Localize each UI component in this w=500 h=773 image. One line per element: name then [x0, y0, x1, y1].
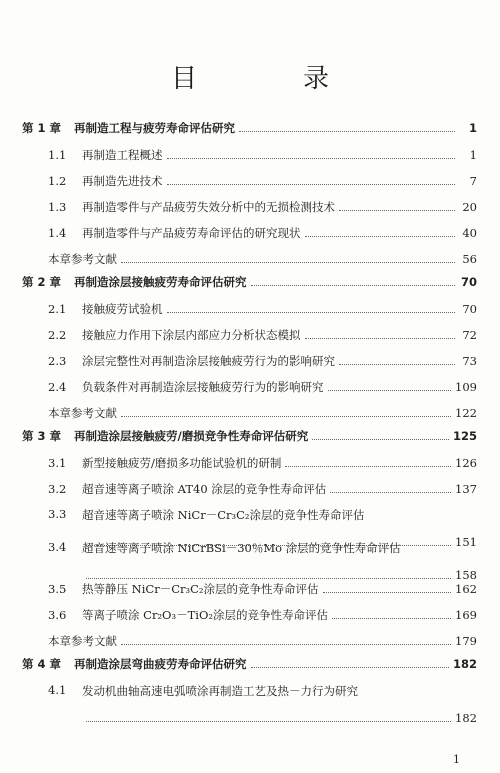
toc-entry-page: 40 [462, 226, 477, 240]
toc-entry-title: 本章参考文献 [48, 634, 117, 648]
toc-entry-section[interactable] [22, 379, 477, 395]
page-title: 目 录 [170, 64, 369, 94]
toc-entry-number: 2.3 [48, 354, 67, 368]
leader-dots [167, 311, 456, 313]
toc-entry-number: 3.6 [48, 608, 67, 622]
leader-dots [305, 235, 456, 237]
toc-entry-number: 3.4 [48, 540, 67, 554]
toc-entry-page: 122 [455, 406, 477, 420]
page-number: 1 [453, 753, 460, 766]
toc-entry-title: 涂层完整性对再制造涂层接触疲劳行为的影响研究 [82, 354, 335, 368]
leader-dots [121, 643, 451, 645]
leader-dots [323, 591, 452, 593]
leader-dots [312, 438, 449, 440]
leader-dots [285, 465, 451, 467]
toc-entry-title: 发动机曲轴高速电弧喷涂再制造工艺及热－力行为研究 [82, 684, 358, 698]
toc-entry-number: 2.4 [48, 380, 67, 394]
toc-entry-title: 再制造工程概述 [82, 148, 163, 162]
toc-entry-references[interactable] [22, 251, 477, 267]
toc-entry-chapter[interactable] [22, 428, 477, 444]
toc-entry-page: 182 [452, 657, 477, 671]
toc-entry-page: 169 [455, 608, 477, 622]
toc-entry-title: 超音速等离子喷涂 AT40 涂层的竞争性寿命评估 [82, 482, 327, 496]
toc-entry-page: 72 [462, 328, 477, 342]
toc-entry-section[interactable] [22, 327, 477, 343]
leader-dots [86, 720, 451, 722]
toc-entry-number: 3.2 [48, 482, 67, 496]
toc-entry-number: 3.1 [48, 456, 67, 470]
toc-entry-page: 1 [469, 148, 477, 162]
toc-entry-title: 再制造涂层接触疲劳寿命评估研究 [74, 275, 247, 289]
toc-entry-section[interactable] [22, 455, 477, 471]
leader-dots [251, 284, 456, 286]
toc-entry-title: 负载条件对再制造涂层接触疲劳行为的影响研究 [82, 380, 324, 394]
leader-dots [328, 389, 452, 391]
toc-entry-chapter[interactable] [22, 120, 477, 136]
toc-entry-page: 20 [462, 200, 477, 214]
leader-dots [251, 666, 449, 668]
toc-entry-title: 新型接触疲劳/磨损多功能试验机的研制 [82, 456, 282, 470]
leader-dots [339, 363, 455, 365]
toc-entry-title: 本章参考文献 [48, 252, 117, 266]
toc-entry-title: 再制造涂层弯曲疲劳寿命评估研究 [74, 657, 247, 671]
toc-entry-number: 第 4 章 [22, 657, 62, 671]
toc-entry-number: 2.1 [48, 302, 67, 316]
leader-dots [167, 183, 456, 185]
toc-entry-number: 1.1 [48, 148, 67, 162]
toc-entry-references[interactable] [22, 633, 477, 649]
toc-entry-number: 3.3 [48, 507, 67, 521]
toc-entry-section[interactable] [22, 225, 477, 241]
toc-entry-number: 第 2 章 [22, 275, 62, 289]
toc-entry-page: 158 [455, 568, 477, 582]
toc-entry-title: 再制造涂层接触疲劳/磨损竞争性寿命评估研究 [74, 429, 309, 443]
toc-entry-chapter[interactable] [22, 274, 477, 290]
toc-entry-title: 再制造零件与产品疲劳寿命评估的研究现状 [82, 226, 301, 240]
toc-entry-page: 56 [462, 252, 477, 266]
toc-entry-section[interactable] [22, 199, 477, 215]
leader-dots [121, 415, 451, 417]
leader-dots [305, 337, 456, 339]
toc-entry-number: 4.1 [48, 683, 67, 697]
toc-entry-title: 超音速等离子喷涂 NiCr－Cr₃C₂涂层的竞争性寿命评估 [82, 508, 365, 522]
leader-dots [86, 577, 451, 579]
toc-entry-section[interactable] [22, 607, 477, 623]
toc-entry-number: 2.2 [48, 328, 67, 342]
toc-entry-references[interactable] [22, 405, 477, 421]
toc-entry-title: 再制造工程与疲劳寿命评估研究 [74, 121, 235, 135]
toc-entry-section[interactable] [22, 683, 477, 725]
toc-entry-title: 本章参考文献 [48, 406, 117, 420]
toc-entry-page: 137 [455, 482, 477, 496]
toc-entry-page: 7 [469, 174, 477, 188]
toc-entry-title: 等离子喷涂 Cr₂O₃－TiO₂涂层的竞争性寿命评估 [82, 608, 328, 622]
toc-entry-number: 1.4 [48, 226, 67, 240]
toc-entry-title: 再制造先进技术 [82, 174, 163, 188]
toc-entry-page: 70 [462, 302, 477, 316]
toc-entry-page: 162 [455, 582, 477, 596]
toc-entry-chapter[interactable] [22, 656, 477, 672]
toc-entry-page: 125 [452, 429, 477, 443]
toc-entry-number: 第 1 章 [22, 121, 62, 135]
leader-dots [121, 261, 455, 263]
toc-entry-page: 109 [455, 380, 477, 394]
leader-dots [167, 157, 456, 159]
leader-dots [332, 617, 451, 619]
toc-entry-section[interactable] [22, 173, 477, 189]
toc-entry-page: 73 [462, 354, 477, 368]
toc-entry-section[interactable] [22, 540, 477, 582]
toc-entry-number: 3.5 [48, 582, 67, 596]
toc-entry-section[interactable] [22, 353, 477, 369]
toc-entry-page: 179 [455, 634, 477, 648]
toc-entry-section[interactable] [22, 147, 477, 163]
toc-entry-page: 182 [455, 711, 477, 725]
toc-entry-number: 1.3 [48, 200, 67, 214]
toc-entry-page: 70 [460, 275, 477, 289]
toc-entry-title: 超音速等离子喷涂 NiCrBSi－30％Mo 涂层的竞争性寿命评估 [82, 541, 401, 555]
toc-entry-page: 126 [455, 456, 477, 470]
toc-entry-title: 接触应力作用下涂层内部应力分析状态模拟 [82, 328, 301, 342]
toc-entry-page: 151 [455, 535, 477, 549]
leader-dots [239, 130, 455, 132]
toc-entry-section[interactable] [22, 481, 477, 497]
leader-dots [330, 491, 451, 493]
toc-entry-page: 1 [468, 121, 477, 135]
toc-entry-title: 热等静压 NiCr－Cr₃C₂涂层的竞争性寿命评估 [82, 582, 319, 596]
toc-entry-section[interactable] [22, 301, 477, 317]
toc-entry-title: 接触疲劳试验机 [82, 302, 163, 316]
toc-entry-title: 再制造零件与产品疲劳失效分析中的无损检测技术 [82, 200, 335, 214]
leader-dots [339, 209, 455, 211]
toc-entry-number: 第 3 章 [22, 429, 62, 443]
toc-entry-section[interactable] [22, 581, 477, 597]
toc-entry-number: 1.2 [48, 174, 67, 188]
